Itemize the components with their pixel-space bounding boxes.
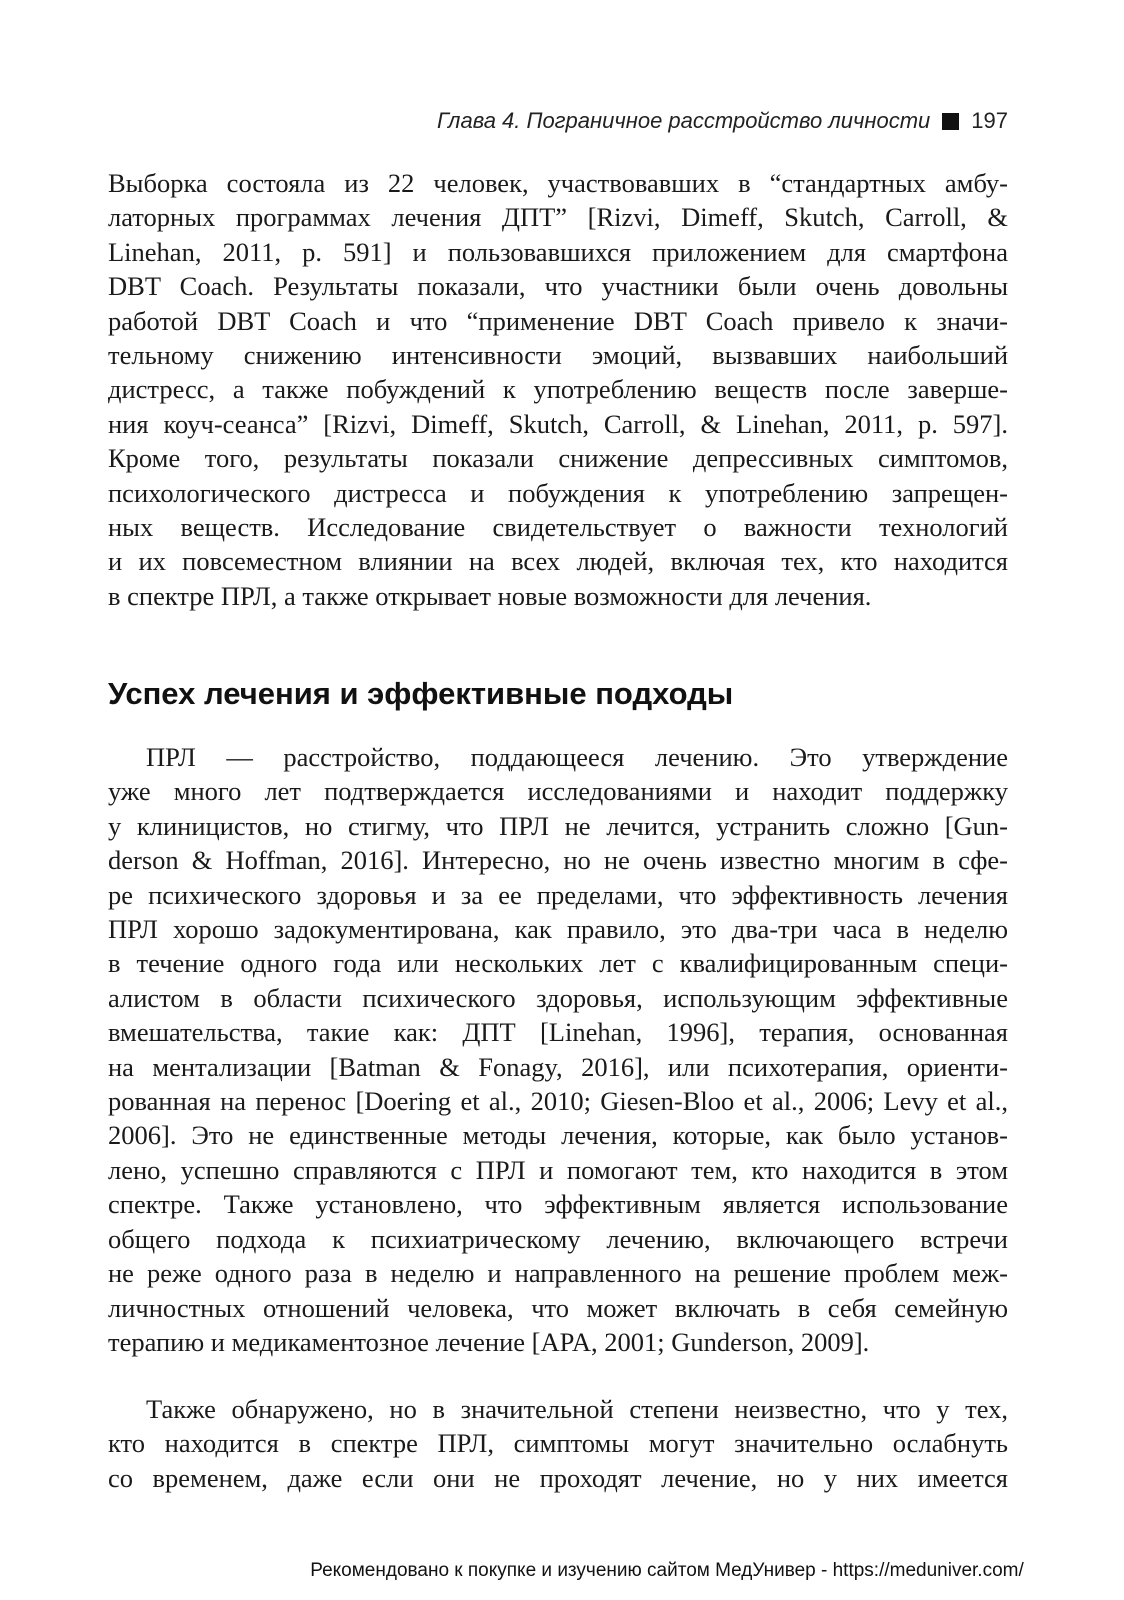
text-line: Кроме того, результаты показали снижение депрессивных симптомов, xyxy=(108,443,1008,474)
text-line: Также обнаружено, но в значительной степени неизвестно, что у тех, xyxy=(146,1394,1008,1424)
text-line: психологического дистресса и побуждения к употреблению запрещен- xyxy=(108,477,1008,508)
text-line: Linehan, 2011, p. 591] и пользовавшихся приложением для смартфона xyxy=(108,236,1008,267)
section-heading: Успех лечения и эффективные подходы xyxy=(108,676,734,711)
paragraph-2 xyxy=(108,740,1008,1359)
text-line: вмешательства, такие как: ДПТ [Linehan, 1996], терапия, основанная xyxy=(108,1017,1008,1048)
text-line: ПРЛ — расстройство, поддающееся лечению. Это утверждение xyxy=(146,742,1008,772)
text-line: со временем, даже если они не проходят лечение, но у них имеется xyxy=(108,1462,1008,1493)
text-line: кто находится в спектре ПРЛ, симптомы могут значительно ослабнуть xyxy=(108,1428,1008,1459)
text-line: ре психического здоровья и за ее пределами, что эффективность лечения xyxy=(108,879,1008,910)
text-line: лено, успешно справляются с ПРЛ и помогают тем, кто находится в этом xyxy=(108,1154,1008,1185)
text-line: тельному снижению интенсивности эмоций, вызвавших наибольший xyxy=(108,340,1008,371)
text-line: 2006]. Это не единственные методы лечения, которые, как было установ- xyxy=(108,1120,1008,1151)
text-line: в течение одного года или нескольких лет с квалифицированным специ- xyxy=(108,948,1008,979)
text-line: и их повсеместном влиянии на всех людей, включая тех, кто находится xyxy=(108,546,1008,577)
text-line: личностных отношений человека, что может включать в себя семейную xyxy=(108,1292,1008,1323)
running-head xyxy=(437,108,1008,134)
chapter-title: Глава 4. Пограничное расстройство личности xyxy=(437,108,931,133)
text-line: ния коуч-сеанса” [Rizvi, Dimeff, Skutch, Carroll, & Linehan, 2011, p. 597]. xyxy=(108,408,1008,439)
text-line: ПРЛ хорошо задокументирована, как правило, это два-три часа в неделю xyxy=(108,914,1008,945)
text-line: на ментализации [Batman & Fonagy, 2016], или психотерапия, ориенти- xyxy=(108,1051,1008,1082)
text-line: латорных программах лечения ДПТ” [Rizvi, Dimeff, Skutch, Carroll, & xyxy=(108,202,1008,233)
square-bullet-icon xyxy=(942,113,959,130)
text-line: спектре. Также установлено, что эффективным является использование xyxy=(108,1189,1008,1220)
paragraph-3 xyxy=(108,1392,1008,1495)
text-line: не реже одного раза в неделю и направленного на решение проблем меж- xyxy=(108,1258,1008,1289)
book-page xyxy=(108,0,1008,1600)
text-line: у клиницистов, но стигму, что ПРЛ не лечится, устранить сложно [Gun- xyxy=(108,810,1008,841)
text-line: в спектре ПРЛ, а также открывает новые возможности для лечения. xyxy=(108,580,872,611)
text-line: общего подхода к психиатрическому лечению, включающего встречи xyxy=(108,1223,1008,1254)
paragraph-1 xyxy=(108,166,1008,613)
text-line: работой DBT Coach и что “применение DBT Coach привело к значи- xyxy=(108,305,1008,336)
text-line: алистом в области психического здоровья, использующим эффективные xyxy=(108,982,1008,1013)
text-line: дистресс, а также побуждений к употреблению веществ после заверше- xyxy=(108,374,1008,405)
text-line: ных веществ. Исследование свидетельствует о важности технологий xyxy=(108,512,1008,543)
text-line: Выборка состояла из 22 человек, участвовавших в “стандартных амбу- xyxy=(108,168,1008,198)
footer-watermark: Рекомендовано к покупке и изучению сайтом МедУнивер - https://meduniver.com/ xyxy=(310,1560,1024,1581)
text-line: derson & Hoffman, 2016]. Интересно, но не очень известно многим в сфе- xyxy=(108,845,1008,876)
text-line: DBT Coach. Результаты показали, что участники были очень довольны xyxy=(108,271,1008,302)
page-number: 197 xyxy=(971,108,1008,133)
text-line: рованная на перенос [Doering et al., 2010; Giesen-Bloo et al., 2006; Levy et al., xyxy=(108,1086,1008,1117)
text-line: уже много лет подтверждается исследованиями и находит поддержку xyxy=(108,776,1008,807)
text-line: терапию и медикаментозное лечение [APA, 2001; Gunderson, 2009]. xyxy=(108,1326,870,1357)
